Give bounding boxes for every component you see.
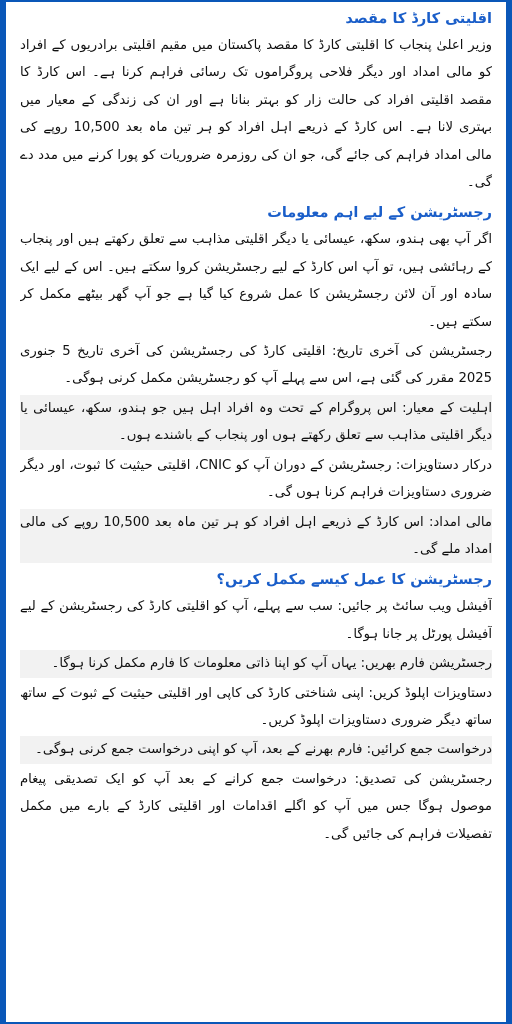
paragraph-step-confirmation: رجسٹریشن کی تصدیق: درخواست جمع کرانے کے بعد آپ کو ایک تصدیقی پیغام موصول ہوگا جس میں آپ کو اگلے اقدامات اور اقلیتی کارڈ کے بارے میں مکمل تفصیلات فراہم کی جائیں گی۔ bbox=[20, 771, 492, 842]
article-body bbox=[20, 8, 492, 1016]
section-purpose bbox=[20, 8, 492, 196]
paragraph-financial-aid: مالی امداد: اس کارڈ کے ذریعے اہل افراد کو ہر تین ماہ بعد 10,500 روپے کی مالی امداد ملے گی۔ bbox=[20, 509, 492, 564]
paragraph-eligibility: اہلیت کے معیار: اس پروگرام کے تحت وہ افراد اہل ہیں جو ہندو، سکھ، عیسائی یا دیگر اقلیتی مذاہب سے تعلق رکھتے ہوں اور پنجاب کے باشندے ہوں۔ bbox=[20, 395, 492, 450]
paragraph-step-upload: دستاویزات اپلوڈ کریں: اپنی شناختی کارڈ کی کاپی اور اقلیتی حیثیت کے ثبوت کے ساتھ ساتھ دیگر ضروری دستاویزات اپلوڈ کریں۔ bbox=[20, 685, 492, 728]
paragraph-step-submit: درخواست جمع کرائیں: فارم بھرنے کے بعد، آپ کو اپنی درخواست جمع کرنی ہوگی۔ bbox=[20, 736, 492, 763]
section-registration-info bbox=[20, 202, 492, 563]
paragraph-who-can-register: اگر آپ بھی ہندو، سکھ، عیسائی یا دیگر اقلیتی مذاہب سے تعلق رکھتے ہیں اور پنجاب کے رہائشی ہیں، تو آپ اس کارڈ کے لیے رجسٹریشن کروا سکتے ہیں۔ اس کے لیے ایک سادہ اور آن لائن رجسٹریشن کا عمل شروع کیا گیا ہے جو آپ گھر بیٹھے مکمل کر سکتے ہیں۔ bbox=[20, 232, 492, 330]
paragraph-last-date: رجسٹریشن کی آخری تاریخ: اقلیتی کارڈ کی رجسٹریشن کی آخری تاریخ 5 جنوری 2025 مقرر کی گئی ہے، اس سے پہلے آپ کو رجسٹریشن مکمل کرنی ہوگی۔ bbox=[20, 344, 492, 387]
paragraph-step-website: آفیشل ویب سائٹ پر جائیں: سب سے پہلے، آپ کو اقلیتی کارڈ کی رجسٹریشن کے لیے آفیشل پورٹل پر جانا ہوگا۔ bbox=[20, 599, 492, 642]
section-heading-registration-steps: رجسٹریشن کا عمل کیسے مکمل کریں؟ bbox=[216, 572, 492, 589]
paragraph-documents: درکار دستاویزات: رجسٹریشن کے دوران آپ کو CNIC، اقلیتی حیثیت کا ثبوت، اور دیگر ضروری دستاویزات فراہم کرنا ہوں گی۔ bbox=[20, 457, 492, 501]
paragraph-purpose: وزیر اعلیٰ پنجاب کا اقلیتی کارڈ کا مقصد پاکستان میں مقیم اقلیتی برادریوں کے افراد کو مالی امداد اور دیگر فلاحی پروگراموں تک رسائی فراہم کرنا ہے۔ اس کارڈ کا مقصد اقلیتی افراد کی حالت زار کو بہتر بنانا ہے اور ان کی زندگی کے معیار میں بہتری لانا ہے۔ اس کارڈ کے ذریعے اہل افراد کو ہر تین ماہ بعد 10,500 روپے کی مالی امداد فراہم کی جائے گی، جو ان کی روزمرہ ضروریات کو پورا کرنے میں مدد دے گی۔ bbox=[20, 38, 492, 191]
section-registration-steps bbox=[20, 569, 492, 848]
section-heading-purpose: اقلیتی کارڈ کا مقصد bbox=[345, 11, 492, 27]
section-heading-registration-info: رجسٹریشن کے لیے اہم معلومات bbox=[267, 205, 492, 222]
paragraph-step-form: رجسٹریشن فارم بھریں: یہاں آپ کو اپنا ذاتی معلومات کا فارم مکمل کرنا ہوگا۔ bbox=[20, 650, 492, 677]
